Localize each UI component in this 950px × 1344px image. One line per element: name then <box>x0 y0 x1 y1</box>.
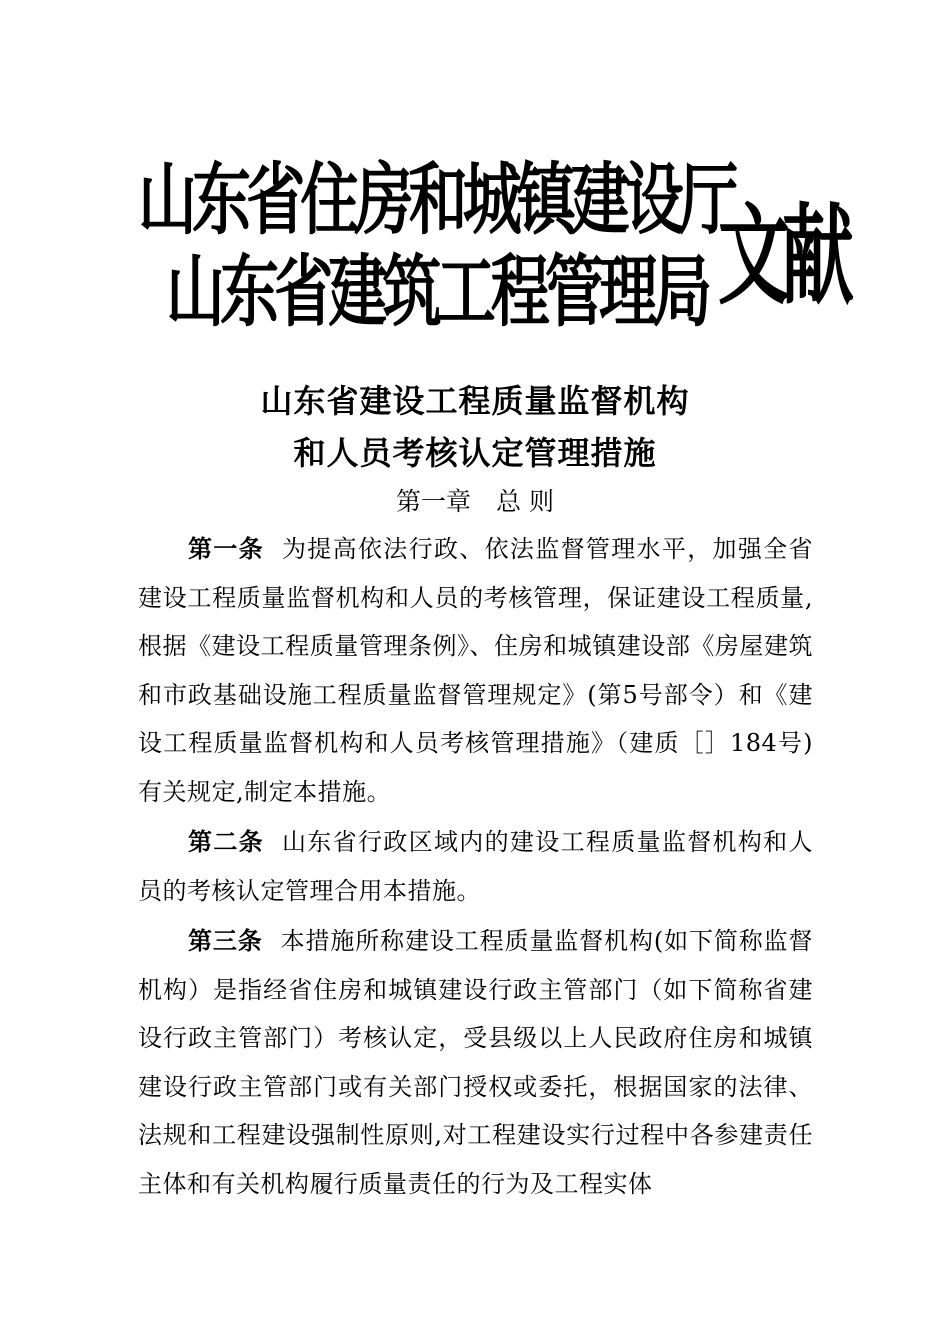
document-type-tag: 文献 <box>718 192 846 320</box>
chapter-heading: 第一章 总 则 <box>396 487 554 516</box>
article-label: 第三条 <box>188 927 263 955</box>
article-text: 为提高依法行政、依法监督管理水平，加强全省建设工程质量监督机构和人员的考核管理，保证建设工程质量,根据《建设工程质量管理条例》、住房和城镇建设部《房屋建筑和市政基础设施工程质量监督管理规定》(第5号部令）和《建设工程质量监督机构和人员考核管理措施》（建质［］184号)有关规定,制定本措施。 <box>138 535 814 806</box>
issuing-agencies <box>138 150 734 338</box>
article-2 <box>138 818 813 915</box>
article-3 <box>138 917 813 1208</box>
article-label: 第二条 <box>188 828 264 856</box>
agency-name-2: 山东省建筑工程管理局 <box>166 246 708 338</box>
article-1 <box>138 525 813 816</box>
document-header <box>138 150 846 360</box>
document-title-line-1: 山东省建设工程质量监督机构 <box>260 382 690 420</box>
article-text: 山东省行政区域内的建设工程质量监督机构和人员的考核认定管理合用本措施。 <box>138 828 814 905</box>
document-title-line-2: 和人员考核认定管理措施 <box>293 434 657 472</box>
article-label: 第一条 <box>188 535 264 563</box>
document-body <box>138 525 813 1208</box>
agency-name-1: 山东省住房和城镇建设厅 <box>138 154 734 246</box>
article-text: 本措施所称建设工程质量监督机构(如下简称监督机构）是指经省住房和城镇建设行政主管部门（如下简称省建设行政主管部门）考核认定，受县级以上人民政府住房和城镇建设行政主管部门或有关部门授权或委托，根据国家的法律、法规和工程建设强制性原则,对工程建设实行过程中各参建责任主体和有关机构履行质量责任的行为及工程实体 <box>138 927 813 1198</box>
